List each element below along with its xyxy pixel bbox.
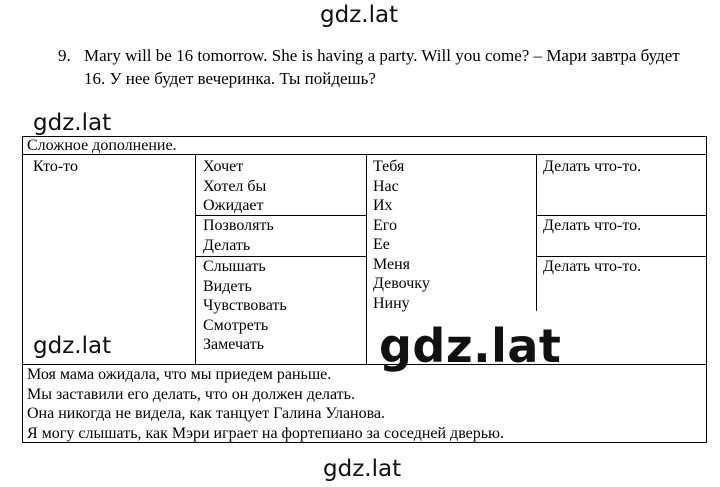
examples-cell	[27, 365, 504, 443]
watermark: gdz.lat	[33, 110, 112, 136]
verb: Чувствовать	[203, 297, 287, 314]
verbs-group-1	[203, 157, 266, 216]
verb: Позволять	[203, 217, 274, 234]
objects-column	[373, 157, 430, 313]
item-text-line-2: 16. У нее будет вечеринка. Ты пойдешь?	[84, 69, 376, 88]
verb: Ожидает	[203, 197, 264, 214]
object: Их	[373, 197, 393, 214]
verb: Делать	[203, 236, 251, 254]
object: Нас	[373, 177, 399, 195]
verb: Хотел бы	[203, 177, 267, 195]
action-cell: Делать что-то.	[543, 158, 642, 175]
verb: Слышать	[203, 258, 266, 275]
action-cell: Делать что-то.	[543, 258, 642, 275]
watermark: gdz.lat	[320, 2, 399, 28]
verb: Хочет	[203, 158, 244, 175]
verb: Замечать	[203, 336, 264, 353]
grammar-table	[22, 136, 707, 443]
object: Тебя	[373, 158, 405, 175]
watermark: gdz.lat	[323, 456, 402, 482]
example-sentence: Мы заставили его делать, что он должен делать.	[27, 385, 355, 403]
example-sentence: Она никогда не видела, как танцует Галина Уланова.	[27, 405, 386, 422]
verbs-group-2	[203, 216, 274, 255]
table-header: Сложное дополнение.	[27, 137, 177, 154]
example-sentence: Я могу слышать, как Мэри играет на фортепиано за соседней дверью.	[27, 424, 505, 442]
verb: Видеть	[203, 277, 252, 295]
example-sentence: Моя мама ожидала, что мы приедем раньше.	[27, 366, 332, 383]
item-text-line-1: Mary will be 16 tomorrow. She is having a party. Will you come? – Мари завтра будет	[84, 46, 680, 65]
object: Его	[373, 216, 397, 234]
watermark: gdz.lat	[33, 333, 112, 359]
action-cell: Делать что-то.	[543, 217, 642, 234]
watermark-large: gdz.lat	[379, 319, 562, 373]
object: Нину	[373, 294, 410, 312]
object: Девочку	[373, 275, 430, 292]
verbs-group-3	[203, 257, 287, 355]
object: Меня	[373, 255, 411, 273]
object: Ее	[373, 236, 390, 253]
exercise-item	[58, 44, 708, 90]
item-number: 9.	[58, 46, 71, 65]
subject-cell: Кто-то	[33, 158, 78, 175]
verb: Смотреть	[203, 316, 269, 334]
